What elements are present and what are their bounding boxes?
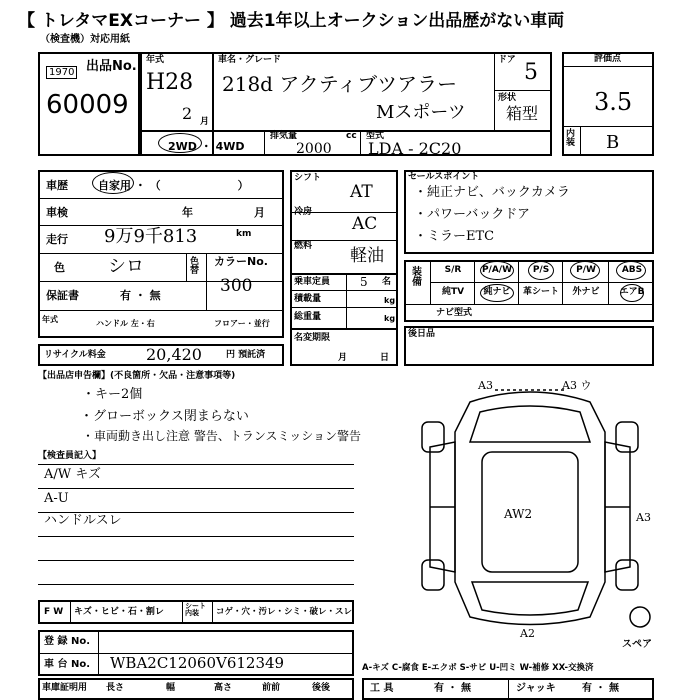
- color-no-value: 300: [220, 276, 253, 296]
- type-label: 型式: [366, 131, 385, 141]
- sales-point-1: ・純正ナビ、バックカメラ: [414, 185, 570, 200]
- disp-label: 排気量: [270, 131, 298, 141]
- sub-note: （検査機）対応用紙: [40, 34, 130, 45]
- lot-small: 1970: [46, 66, 77, 79]
- disp-value: 2000: [296, 141, 332, 157]
- sales-point-2: ・パワーバックドア: [414, 207, 530, 222]
- equipment-label: 装備: [412, 267, 422, 288]
- capacity-value: 5: [360, 275, 368, 289]
- later-box: [404, 326, 654, 366]
- shift-label: シフト: [294, 173, 322, 183]
- ac-options: フロアー・並行: [214, 319, 270, 328]
- history-circle: [92, 172, 134, 194]
- inspector-line-2: A-U: [44, 491, 69, 506]
- equip-ext-navi: 外ナビ: [572, 287, 600, 297]
- diagram-mark-1: A3: [478, 379, 493, 392]
- lot-number: 60009: [46, 90, 129, 120]
- cert-field-1: 長さ: [106, 683, 125, 693]
- recycle-value: 20,420: [146, 345, 202, 364]
- cert-field-2: 幅: [166, 683, 176, 693]
- seat-label: シート内装: [185, 602, 206, 617]
- mileage-unit: km: [236, 229, 252, 239]
- equip-sr: S/R: [444, 265, 462, 275]
- load-unit: kg: [384, 296, 396, 305]
- equip-navi: 純ナビ: [483, 287, 511, 297]
- month-value: 2: [182, 104, 193, 123]
- equip-abs: ABS: [621, 265, 643, 275]
- shape-label: 形状: [498, 93, 517, 103]
- history-label: 車歴: [46, 179, 68, 192]
- diagram-mark-2: A3 ウ: [562, 379, 592, 392]
- rating-value: 3.5: [594, 88, 633, 116]
- ac-label: 冷房: [294, 207, 313, 217]
- chassis-value: WBA2C12060V612349: [110, 654, 285, 672]
- name-change-label: 名変期限: [294, 333, 331, 343]
- equip-paw: P/A/W: [481, 265, 513, 275]
- month-unit: 月: [200, 117, 210, 127]
- model-label: 車名・グレード: [218, 55, 282, 65]
- load-label: 積載量: [294, 294, 322, 304]
- mileage-label: 走行: [46, 233, 68, 246]
- fuel-value: 軽油: [350, 246, 384, 266]
- inspection-label: 車検: [46, 206, 68, 219]
- drive-circle: [158, 133, 202, 153]
- recycle-label: リサイクル料金: [44, 350, 106, 360]
- history-box: [38, 170, 284, 338]
- grade-value: Mスポーツ: [376, 102, 466, 123]
- drive-options: 2WD ・ 4WD: [168, 140, 245, 153]
- report-title: 【出品店申告欄】(不良箇所・欠品・注意事項等): [38, 371, 236, 381]
- color-no-label: カラーNo.: [214, 255, 268, 268]
- history-options: 自家用 ・ （ ）: [98, 179, 249, 192]
- interior-value: B: [606, 132, 620, 153]
- later-label: 後日品: [408, 329, 436, 339]
- inspector-title: 【検査員記入】: [38, 451, 102, 461]
- chassis-label: 車 台 No.: [44, 659, 91, 670]
- damage-legend: A-キズ C-腐食 E-エクボ S-サビ U-凹ミ W-補修 XX-交換済: [362, 663, 594, 673]
- diagram-mark-3: A3: [636, 511, 651, 524]
- sales-title: セールスポイント: [408, 172, 480, 182]
- jack-options: 有 ・ 無: [582, 683, 619, 694]
- equip-tv: 純TV: [441, 287, 465, 297]
- navi-type-label: ナビ型式: [436, 308, 473, 318]
- doors-label: ドア: [498, 55, 516, 65]
- reg-label: 登 録 No.: [44, 636, 91, 647]
- rating-label: 評価点: [594, 54, 622, 64]
- name-change-month: 月: [338, 353, 348, 363]
- equip-pw: P/W: [576, 265, 596, 275]
- spare-label: スペア: [622, 639, 652, 650]
- gross-unit: kg: [384, 314, 396, 323]
- type-value: LDA - 2C20: [368, 139, 462, 158]
- shift-value: AT: [350, 182, 373, 202]
- fw-options: キズ・ヒビ・石・割レ: [74, 607, 164, 617]
- cert-field-3: 高さ: [214, 683, 233, 693]
- inspection-month: 月: [254, 206, 265, 219]
- inspector-line-1: A/W キズ: [44, 467, 102, 482]
- diagram-mark-4: AW2: [504, 507, 533, 521]
- interior-label: 内装: [566, 129, 576, 148]
- cert-field-4: 前前: [262, 683, 281, 693]
- color-sub: 色替: [190, 257, 200, 276]
- cert-field-5: 後後: [312, 683, 331, 693]
- name-change-day: 日: [380, 353, 390, 363]
- year-type-label: 年式: [42, 315, 58, 324]
- inspection-year: 年: [182, 206, 193, 219]
- disp-unit: cc: [346, 131, 357, 141]
- year-label: 年式: [146, 55, 165, 65]
- fuel-label: 燃料: [294, 241, 313, 251]
- seat-options: コゲ・穴・汚レ・シミ・破レ・スレ: [216, 607, 353, 617]
- capacity-label: 乗車定員: [294, 277, 331, 287]
- warranty-options: 有 ・ 無: [120, 289, 161, 302]
- ac-value: AC: [352, 214, 378, 234]
- cert-label: 車庫証明用: [42, 683, 88, 693]
- color-value: シロ: [108, 256, 144, 277]
- diagram-mark-5: A2: [520, 627, 535, 640]
- gross-label: 総重量: [294, 312, 322, 322]
- shape-value: 箱型: [506, 104, 539, 123]
- warranty-label: 保証書: [46, 289, 79, 302]
- doors-value: 5: [524, 60, 538, 85]
- tools-options: 有 ・ 無: [434, 683, 471, 694]
- jack-label: ジャッキ: [516, 683, 556, 694]
- lot-label: 出品No.: [86, 59, 137, 74]
- model-value: 218d アクティブツアラー: [222, 72, 458, 96]
- equip-leather: 革シート: [522, 287, 559, 297]
- color-label: 色: [54, 261, 65, 274]
- inspector-line-3: ハンドルスレ: [44, 513, 122, 528]
- recycle-unit: 円 預託済: [226, 350, 266, 360]
- year-value: H28: [146, 70, 194, 95]
- report-line-1: ・キー2個: [82, 387, 143, 402]
- mileage-value: 9万9千813: [104, 226, 198, 247]
- report-line-2: ・グローボックス閉まらない: [80, 409, 249, 424]
- fw-label: F W: [44, 607, 64, 617]
- equip-ps: P/S: [532, 265, 550, 275]
- header-title: 【 トレタマEXコーナー 】 過去1年以上オークション出品歴がない車両: [18, 11, 565, 31]
- tools-label: 工 具: [370, 683, 394, 694]
- sales-point-3: ・ミラーETC: [414, 229, 495, 244]
- report-line-3: ・車両動き出し注意 警告、トランスミッション警告: [82, 429, 361, 443]
- handle-label: ハンドル 左・右: [96, 319, 155, 328]
- capacity-unit: 名: [382, 277, 392, 287]
- equip-airbag: エアB: [619, 287, 645, 297]
